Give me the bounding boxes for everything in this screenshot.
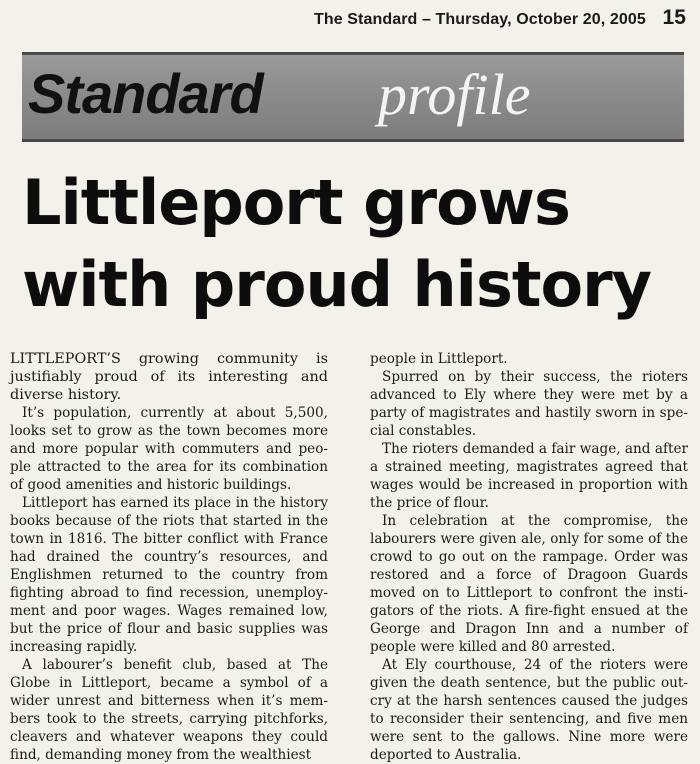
headline-line-1: Littleport grows [22, 166, 570, 239]
article-column-right [370, 350, 688, 764]
article-paragraph: The rioters demanded a fair wage, and after a strained meeting, magistrates agreed that wages would be increased in proportion with the price of flour. [370, 441, 688, 511]
section-banner [22, 52, 684, 142]
article-paragraph: In celebration at the compromise, the labourers were given ale, only for some of the crowd to go out on the rampage. Order was restored and a force of Dragoon Guards moved on to Littleport to confront the insti-gators of the riots. A fire-fight ensued at the George and Dragon Inn and a number of people were killed and 80 arrested. [370, 513, 688, 655]
banner-word-standard: Standard [28, 62, 263, 125]
article-paragraph: At Ely courthouse, 24 of the rioters were given the death sentence, but the public out-cry at the harsh sentences caused the judges to reconsider their sentencing, and five men were sent to the gallows. Nine more were deported to Australia. [370, 657, 688, 763]
page-header [314, 6, 686, 30]
article-paragraph: Littleport has earned its place in the history books because of the riots that started in the town in 1816. The bitter conflict with France had drained the country’s resources, and Englishmen returned to the country from fighting abroad to find recession, unemploy-ment and poor wages. Wages remained low, but the price of flour and basic supplies was increasing rapidly. [10, 495, 328, 655]
article-paragraph: Spurred on by their success, the rioters advanced to Ely where they were met by a party of magistrates and hastily sworn in spe-cial constables. [370, 369, 688, 439]
article-column-left [10, 350, 328, 764]
banner-word-profile: profile [378, 62, 531, 127]
article-paragraph: people in Littleport. [370, 351, 508, 367]
dateline: The Standard – Thursday, October 20, 2005 [313, 11, 646, 28]
headline-line-2: with proud history [22, 248, 652, 321]
article-paragraph: LITTLEPORT’S growing community is justifiably proud of its interesting and diverse history. [10, 351, 328, 403]
article-headline [22, 162, 692, 326]
article-paragraph: It’s population, currently at about 5,500, looks set to grow as the town becomes more and more popular with commuters and peo-ple attracted to the area for its combination of good amenities and historic buildings. [10, 405, 328, 493]
article-paragraph: A labourer’s benefit club, based at The Globe in Littleport, became a symbol of a wider unrest and bitterness when it’s mem-bers took to the streets, carrying pitchforks, cleavers and whatever weapons they could find, demanding money from the wealthiest [10, 657, 328, 763]
page-number: 15 [662, 6, 686, 29]
